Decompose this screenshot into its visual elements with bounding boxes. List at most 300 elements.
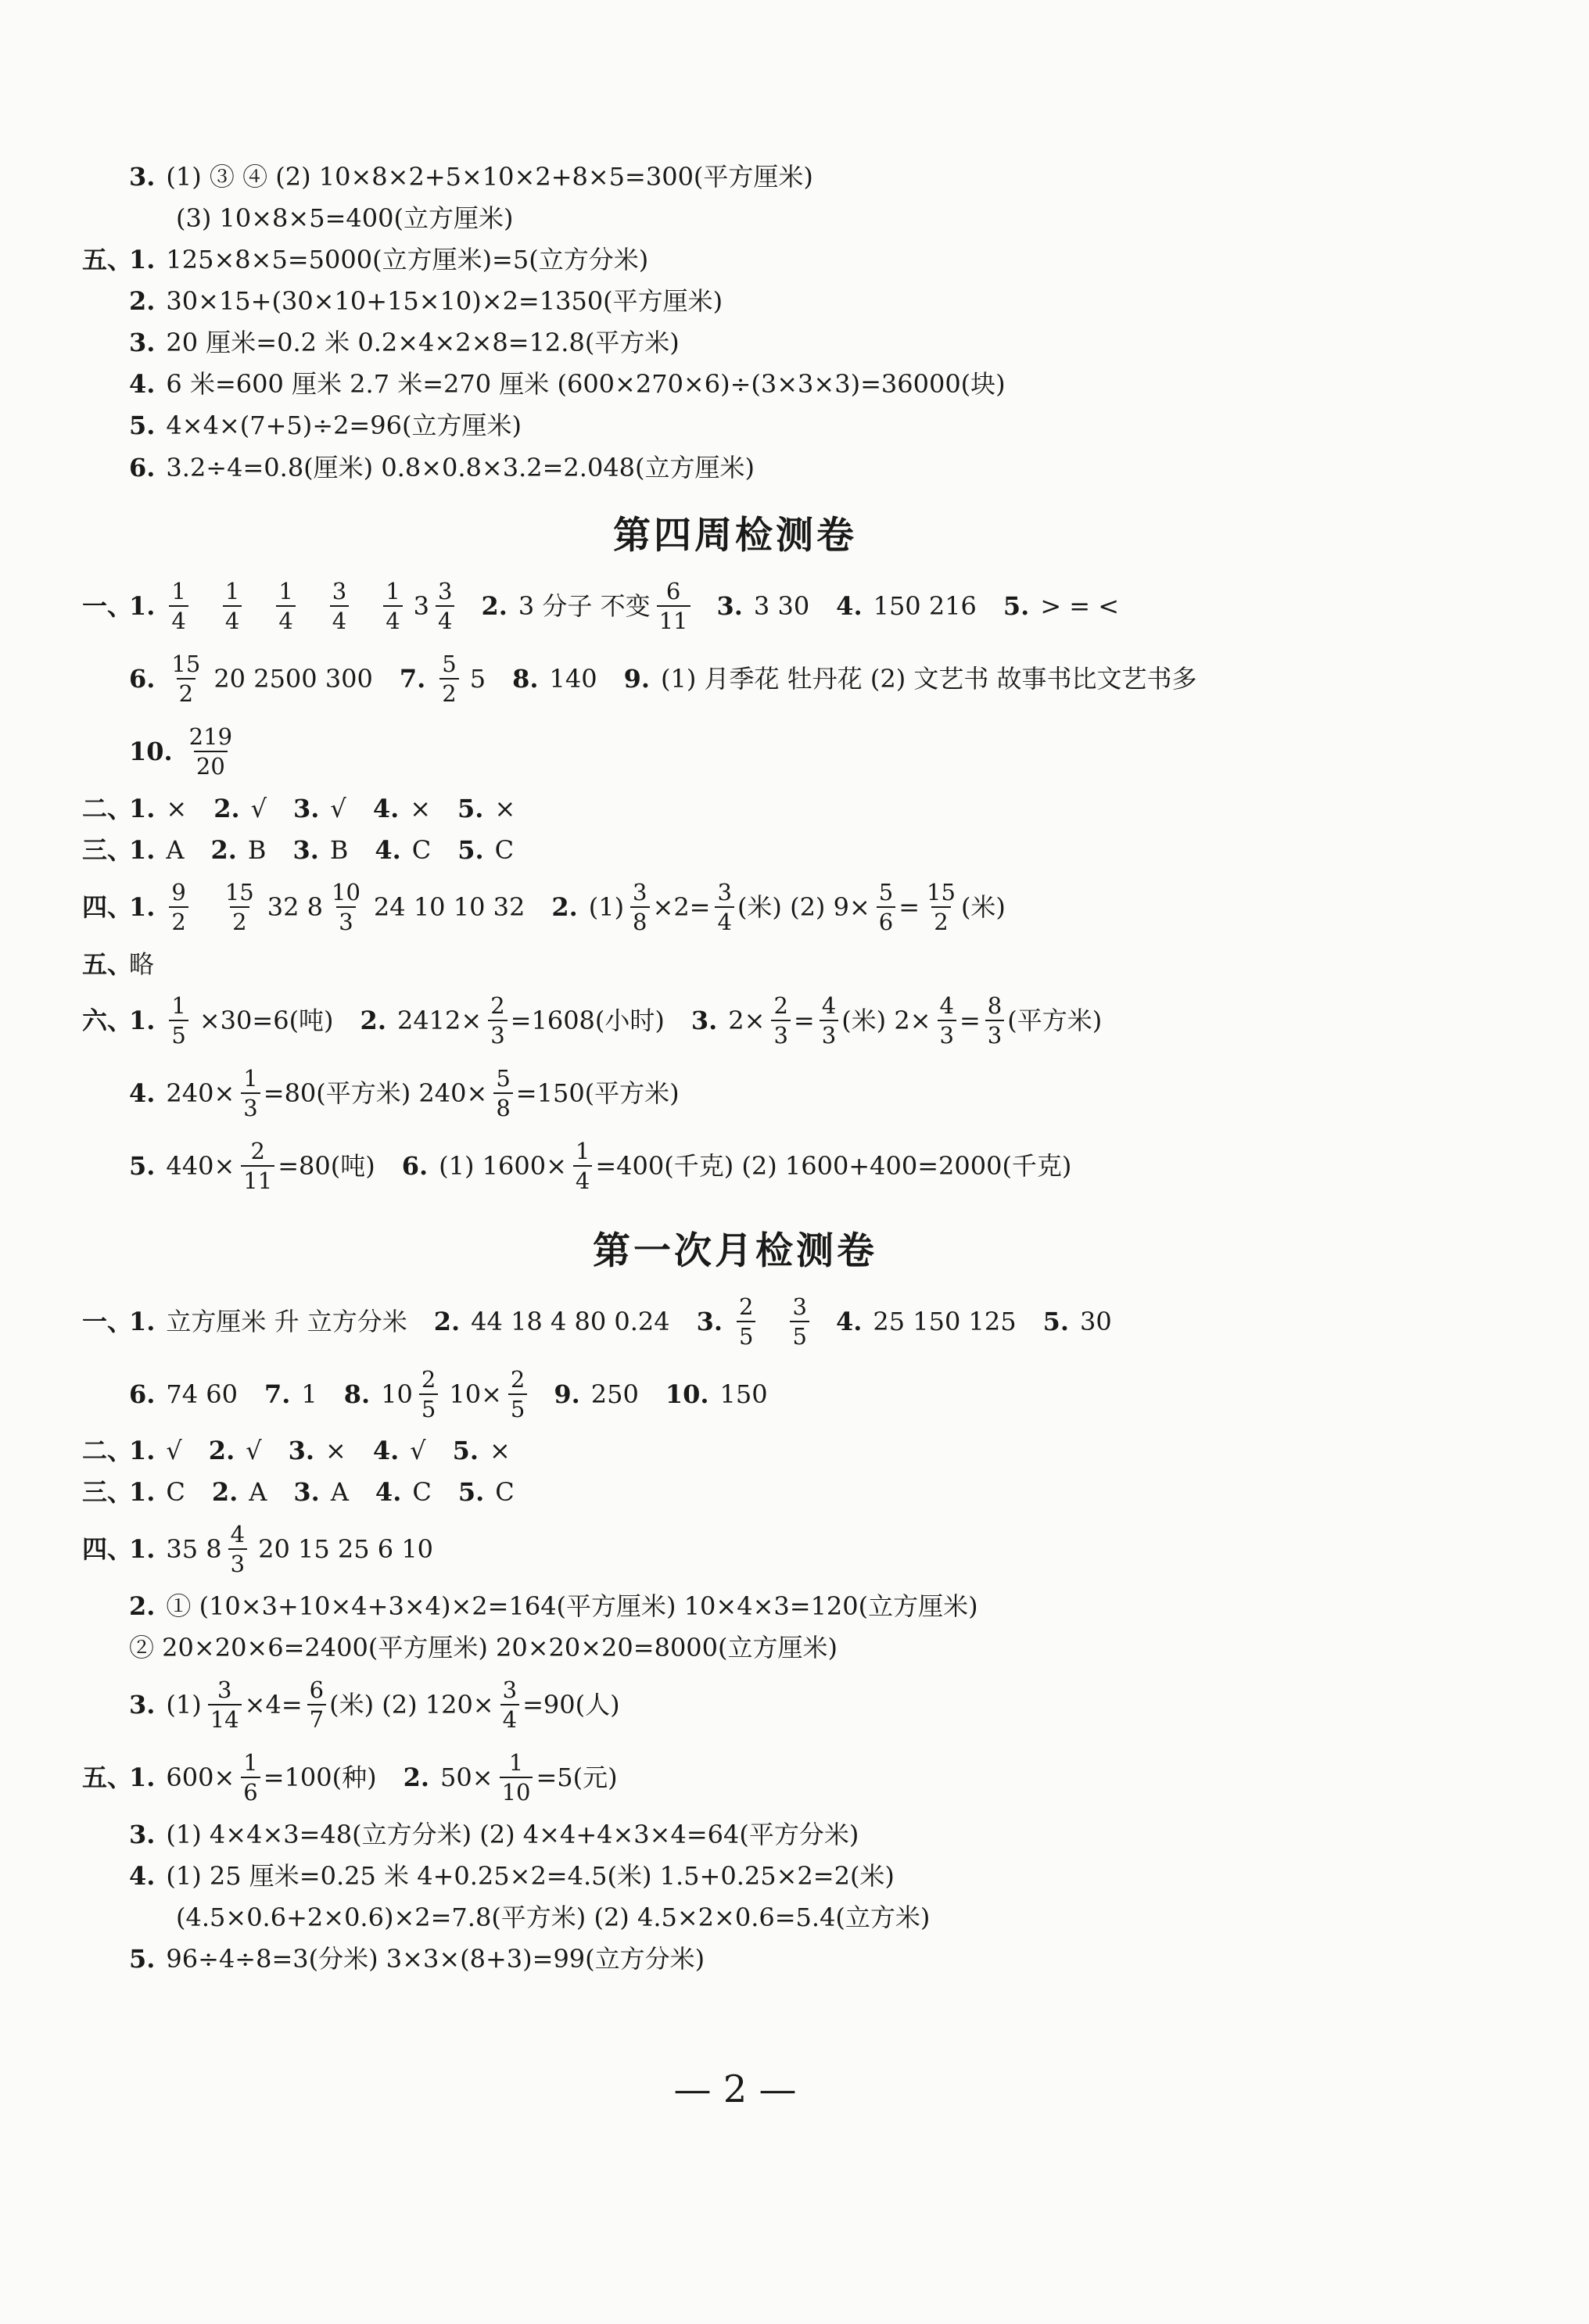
answer-text: (1)	[166, 1690, 202, 1720]
answer-text: > = <	[1040, 591, 1120, 621]
answer-text: 150	[719, 1379, 768, 1409]
fraction-numerator: 1	[508, 1748, 524, 1776]
question-number: 4.	[835, 1307, 863, 1336]
fraction-numerator: 3	[332, 577, 347, 604]
answer-text: 10	[381, 1379, 413, 1409]
fraction	[938, 994, 956, 1048]
question-number: 5.	[452, 1436, 479, 1465]
question-number: 2.	[213, 794, 240, 823]
section-prefix: 二、	[82, 794, 133, 823]
answer-line	[129, 1632, 861, 1663]
section-prefix: 四、	[82, 892, 133, 922]
fraction	[985, 994, 1004, 1048]
answer-text: √	[410, 1436, 426, 1465]
answer-line	[129, 1943, 728, 1974]
fraction	[439, 652, 458, 706]
fraction-denominator: 2	[177, 678, 195, 705]
fraction-denominator: 6	[877, 906, 895, 934]
answer-text: 125×8×5=5000(立方厘米)=5(立方分米)	[166, 245, 649, 274]
answer-text: 20 厘米=0.2 米 0.2×4×2×8=12.8(平方米)	[166, 328, 680, 357]
fraction-numerator: 1	[224, 577, 240, 604]
question-number: 1.	[129, 1477, 156, 1507]
question-number: 3.	[129, 162, 156, 192]
fraction-numerator: 1	[278, 577, 293, 604]
question-number: 9.	[554, 1379, 580, 1409]
fraction	[500, 1748, 533, 1806]
answer-line	[129, 1860, 918, 1892]
answer-text: C	[494, 835, 515, 865]
answer-text: 略	[129, 949, 155, 979]
fraction-denominator: 5	[508, 1393, 527, 1421]
fraction-denominator: 5	[737, 1321, 755, 1348]
answer-text: 24 10 10 32	[373, 892, 525, 922]
question-number: 2.	[403, 1763, 430, 1792]
fraction-numerator: 2	[510, 1365, 525, 1393]
answer-text: =400(千克) (2) 1600+400=2000(千克)	[595, 1151, 1072, 1181]
question-number: 10.	[129, 737, 173, 766]
answer-text: 3 30	[753, 591, 810, 621]
section-heading: 第四周检测卷	[612, 513, 857, 558]
section-prefix: 六、	[82, 1006, 133, 1035]
fraction-denominator: 4	[276, 605, 295, 633]
fraction-numerator: 1	[243, 1064, 258, 1092]
answer-text: (4.5×0.6+2×0.6)×2=7.8(平方米) (2) 4.5×2×0.6=5.4(立方米)	[176, 1903, 931, 1932]
question-number: 1.	[129, 245, 156, 274]
fraction-numerator: 1	[171, 992, 186, 1019]
fraction	[330, 579, 349, 633]
fraction	[630, 880, 649, 934]
fraction	[924, 880, 958, 934]
fraction	[715, 880, 734, 934]
answer-text: 6 米=600 厘米 2.7 米=270 厘米 (600×270×6)÷(3×3×3)=36000(块)	[166, 369, 1006, 399]
fraction-denominator: 4	[223, 605, 242, 633]
fraction-denominator: 2	[439, 678, 458, 705]
question-number: 3.	[293, 1477, 320, 1507]
fraction	[500, 1678, 519, 1732]
answer-text: A	[249, 1477, 267, 1507]
answer-text: (米) (2) 120×	[329, 1690, 494, 1720]
answer-text: (1) ③ ④ (2) 10×8×2+5×10×2+8×5=300(平方厘米)	[166, 162, 813, 192]
answer-line	[82, 567, 1142, 645]
question-number: 4.	[372, 794, 400, 823]
question-number: 4.	[375, 1477, 402, 1507]
question-number: 8.	[343, 1379, 371, 1409]
question-number: 2.	[208, 1436, 235, 1465]
fraction-denominator: 3	[488, 1020, 507, 1047]
fraction-numerator: 5	[878, 878, 894, 906]
answer-text: ② 20×20×6=2400(平方厘米) 20×20×20=8000(立方厘米)	[129, 1633, 838, 1662]
fraction-denominator: 4	[436, 605, 454, 633]
question-number: 2.	[129, 1591, 156, 1621]
fraction-numerator: 4	[939, 992, 954, 1019]
question-number: 7.	[399, 664, 426, 694]
fraction-numerator: 2	[739, 1293, 754, 1320]
section-prefix: 三、	[82, 835, 133, 865]
answer-line	[82, 1476, 538, 1508]
fraction-numerator: 6	[665, 577, 681, 604]
fraction-numerator: 1	[575, 1137, 590, 1164]
question-number: 9.	[623, 664, 650, 694]
question-number: 2.	[129, 286, 156, 316]
question-number: 4.	[372, 1436, 400, 1465]
fraction-denominator: 5	[790, 1321, 809, 1348]
fraction-denominator: 5	[169, 1020, 188, 1047]
question-number: 4.	[129, 1078, 156, 1108]
answer-text: 35 8	[166, 1534, 222, 1564]
fraction	[508, 1365, 527, 1422]
answer-text: C	[411, 835, 432, 865]
question-number: 3.	[288, 1436, 314, 1465]
fraction-denominator: 3	[820, 1020, 838, 1047]
fraction-numerator: 2	[250, 1137, 265, 1164]
answer-text: C	[166, 1477, 185, 1507]
answer-line	[129, 368, 1029, 400]
fraction	[241, 1139, 274, 1193]
fraction-denominator: 4	[169, 605, 188, 633]
fraction-denominator: 4	[330, 605, 349, 633]
answer-line	[82, 1435, 534, 1466]
fraction-numerator: 5	[442, 650, 457, 677]
question-number: 1.	[129, 794, 156, 823]
fraction-denominator: 5	[419, 1393, 438, 1421]
fraction-denominator: 3	[336, 906, 355, 934]
section-heading: 第一次月检测卷	[592, 1228, 877, 1273]
fraction-numerator: 2	[490, 992, 505, 1019]
fraction-numerator: 6	[309, 1676, 325, 1703]
answer-text: A	[166, 835, 185, 865]
fraction	[877, 880, 895, 934]
fraction-numerator: 4	[230, 1520, 246, 1548]
fraction-denominator: 20	[194, 751, 228, 778]
question-number: 2.	[481, 591, 508, 621]
fraction-denominator: 10	[500, 1777, 533, 1804]
answer-text: 140	[549, 664, 597, 694]
section-prefix: 一、	[82, 1307, 133, 1336]
answer-line	[82, 793, 539, 824]
fraction-denominator: 3	[228, 1548, 247, 1576]
fraction	[820, 994, 838, 1048]
question-number: 5.	[129, 1151, 156, 1181]
question-number: 1.	[129, 591, 156, 621]
answer-line	[129, 161, 837, 192]
answer-text: A	[330, 1477, 349, 1507]
fraction-denominator: 2	[931, 906, 950, 934]
fraction	[169, 994, 188, 1048]
answer-line	[129, 1591, 1002, 1622]
fraction	[329, 880, 363, 934]
fraction-denominator: 11	[657, 605, 690, 633]
fraction-denominator: 2	[230, 906, 249, 934]
fraction-denominator: 14	[208, 1704, 242, 1731]
question-number: 3.	[129, 1820, 156, 1849]
answer-text: (1)	[588, 892, 625, 922]
answer-text: ① (10×3+10×4+3×4)×2=164(平方厘米) 10×4×3=120(立方厘米)	[166, 1591, 978, 1621]
answer-text: 2×	[728, 1006, 766, 1035]
fraction-numerator: 3	[792, 1293, 807, 1320]
answer-text: 10×	[449, 1379, 502, 1409]
fraction	[436, 579, 454, 633]
answer-line	[82, 1738, 619, 1817]
answer-text: 50×	[440, 1763, 493, 1792]
fraction	[187, 725, 235, 779]
answer-text: ×	[494, 794, 516, 823]
fraction-numerator: 9	[171, 878, 186, 906]
fraction-numerator: 3	[717, 878, 732, 906]
answer-line	[82, 868, 1007, 946]
question-number: 1.	[129, 1006, 156, 1035]
fraction	[241, 1064, 260, 1121]
answer-text: 440×	[166, 1151, 235, 1181]
section-prefix: 五、	[82, 949, 133, 979]
fraction-numerator: 3	[217, 1676, 232, 1703]
answer-text: (米) 2×	[841, 1006, 931, 1035]
fraction-numerator: 15	[224, 878, 254, 906]
answer-text: 600×	[166, 1763, 235, 1792]
question-number: 8.	[512, 664, 539, 694]
section-prefix: 五、	[82, 245, 133, 274]
answer-text: (米) (2) 9×	[737, 892, 870, 922]
fraction-denominator: 4	[573, 1165, 592, 1192]
answer-text: ×4=	[244, 1690, 303, 1720]
answer-line	[129, 1666, 622, 1744]
answer-line	[129, 452, 778, 483]
answer-text: (平方米)	[1007, 1006, 1103, 1035]
answer-line	[129, 410, 545, 441]
answer-text: 3 分子 不变	[518, 591, 651, 621]
fraction	[208, 1678, 242, 1732]
fraction	[790, 1295, 809, 1349]
question-number: 1.	[129, 892, 156, 922]
answer-line	[129, 1127, 1095, 1205]
answer-text: (1) 月季花 牡丹花 (2) 文艺书 故事书比文艺书多	[661, 664, 1197, 694]
answer-text: B	[247, 835, 267, 865]
question-number: 2.	[433, 1307, 461, 1336]
answer-text: √	[250, 794, 267, 823]
fraction-numerator: 1	[386, 577, 400, 604]
fraction-denominator: 7	[307, 1704, 326, 1731]
answer-text: 25 150 125	[873, 1307, 1017, 1336]
question-number: 5.	[457, 835, 484, 865]
fraction-numerator: 4	[821, 992, 837, 1019]
fraction-numerator: 15	[927, 878, 956, 906]
fraction-numerator: 3	[438, 577, 453, 604]
fraction-numerator: 3	[633, 878, 647, 906]
fraction-numerator: 8	[987, 992, 1003, 1019]
fraction-numerator: 3	[502, 1676, 518, 1703]
answer-text: C	[412, 1477, 432, 1507]
fraction	[169, 880, 188, 934]
answer-line	[129, 1819, 882, 1850]
fraction-numerator: 1	[243, 1748, 258, 1776]
fraction-denominator: 4	[715, 906, 734, 934]
fraction-numerator: 10	[332, 878, 360, 906]
answer-text: (1) 1600×	[439, 1151, 567, 1181]
fraction-numerator: 1	[171, 577, 186, 604]
answer-text: =80(平方米) 240×	[263, 1078, 488, 1108]
answer-text: 20 2500 300	[213, 664, 373, 694]
question-number: 5.	[1003, 591, 1030, 621]
fraction-denominator: 6	[241, 1777, 260, 1804]
question-number: 4.	[129, 1861, 156, 1891]
fraction	[419, 1365, 438, 1422]
answer-text: 74 60	[166, 1379, 239, 1409]
answer-text: √	[166, 1436, 182, 1465]
answer-text: ×	[325, 1436, 346, 1465]
answer-line	[129, 1054, 681, 1132]
question-number: 6.	[129, 664, 156, 694]
question-number: 3.	[292, 835, 319, 865]
answer-text: =	[899, 892, 920, 922]
section-prefix: 三、	[82, 1477, 133, 1507]
answer-text: 32 8	[267, 892, 324, 922]
section-prefix: 四、	[82, 1534, 133, 1564]
fraction	[573, 1139, 592, 1193]
answer-text: 250	[590, 1379, 639, 1409]
answer-line	[176, 203, 536, 234]
fraction	[241, 1748, 260, 1806]
question-number: 4.	[836, 591, 863, 621]
page-number: — 2 —	[673, 2068, 797, 2111]
question-number: 7.	[264, 1379, 291, 1409]
answer-line	[176, 1902, 953, 1933]
question-number: 10.	[665, 1379, 709, 1409]
answer-text: 20 15 25 6 10	[258, 1534, 434, 1564]
question-number: 3.	[293, 794, 320, 823]
answer-text: 2412×	[396, 1006, 482, 1035]
fraction-denominator: 4	[500, 1704, 519, 1731]
question-number: 1.	[129, 1307, 156, 1336]
question-number: 2.	[211, 1477, 239, 1507]
fraction	[383, 579, 402, 633]
answer-text: =150(平方米)	[515, 1078, 680, 1108]
answer-text: 立方厘米 升 立方分米	[166, 1307, 407, 1336]
fraction-denominator: 4	[383, 605, 402, 633]
answer-text: 150 216	[873, 591, 977, 621]
fraction-numerator: 5	[496, 1064, 511, 1092]
fraction	[169, 579, 188, 633]
answer-text: 3.2÷4=0.8(厘米) 0.8×0.8×3.2=2.048(立方厘米)	[166, 453, 755, 482]
answer-line	[129, 712, 246, 791]
answer-text: C	[495, 1477, 515, 1507]
answer-text: (米)	[960, 892, 1006, 922]
answer-text: ×30=6(吨)	[199, 1006, 334, 1035]
answer-text: 30	[1079, 1307, 1112, 1336]
answer-text: 240×	[166, 1078, 235, 1108]
question-number: 1.	[129, 835, 156, 865]
fraction	[228, 1522, 247, 1576]
fraction	[493, 1064, 512, 1121]
question-number: 1.	[129, 1763, 156, 1792]
answer-text: ×	[410, 794, 432, 823]
answer-text: ×	[490, 1436, 511, 1465]
fraction-denominator: 11	[241, 1165, 274, 1192]
fraction-denominator: 3	[241, 1092, 260, 1120]
fraction	[223, 880, 256, 934]
question-number: 5.	[457, 1477, 485, 1507]
question-number: 2.	[360, 1006, 386, 1035]
fraction	[657, 579, 690, 633]
fraction	[276, 579, 295, 633]
fraction-numerator: 15	[171, 650, 201, 677]
question-number: 4.	[129, 369, 156, 399]
fraction-denominator: 2	[169, 906, 188, 934]
question-number: 3.	[696, 1307, 723, 1336]
answer-line	[82, 1282, 1135, 1361]
answer-line	[129, 1355, 791, 1433]
fraction	[488, 994, 507, 1048]
question-number: 5.	[457, 794, 484, 823]
answer-text: =	[959, 1006, 981, 1035]
answer-line	[82, 1510, 457, 1588]
answer-line	[129, 640, 1221, 718]
question-number: 2.	[210, 835, 237, 865]
question-number: 1.	[129, 1534, 156, 1564]
fraction-denominator: 3	[985, 1020, 1004, 1047]
answer-line	[82, 981, 1103, 1060]
answer-text: 4×4×(7+5)÷2=96(立方厘米)	[166, 411, 522, 440]
answer-text: =100(种)	[263, 1763, 377, 1792]
answer-text: =80(吨)	[278, 1151, 375, 1181]
answer-line	[82, 949, 178, 980]
question-number: 6.	[129, 1379, 156, 1409]
question-number: 3.	[129, 1690, 156, 1720]
answer-line	[129, 285, 746, 317]
fraction-denominator: 3	[938, 1020, 956, 1047]
answer-line	[82, 244, 672, 275]
fraction	[737, 1295, 755, 1349]
answer-text: ×	[166, 794, 188, 823]
fraction-denominator: 8	[493, 1092, 512, 1120]
answer-text: ×2=	[652, 892, 711, 922]
question-number: 6.	[401, 1151, 429, 1181]
answer-text: √	[246, 1436, 262, 1465]
question-number: 5.	[129, 411, 156, 440]
answer-text: (3) 10×8×5=400(立方厘米)	[176, 203, 514, 233]
fraction	[223, 579, 242, 633]
question-number: 1.	[129, 1436, 156, 1465]
section-prefix: 二、	[82, 1436, 133, 1465]
section-prefix: 五、	[82, 1763, 133, 1792]
answer-text: =	[793, 1006, 815, 1035]
answer-text: 1	[301, 1379, 317, 1409]
answer-text: =90(人)	[522, 1690, 620, 1720]
answer-text: =5(元)	[536, 1763, 618, 1792]
answer-text: 44 18 4 80 0.24	[471, 1307, 670, 1336]
question-number: 2.	[551, 892, 578, 922]
fraction-numerator: 219	[188, 723, 233, 750]
answer-text: 30×15+(30×10+15×10)×2=1350(平方厘米)	[166, 286, 723, 316]
answer-line	[82, 834, 537, 866]
answer-text: (1) 4×4×3=48(立方分米) (2) 4×4+4×3×4=64(平方分米)	[166, 1820, 859, 1849]
answer-text: B	[329, 835, 349, 865]
question-number: 3.	[716, 591, 743, 621]
question-number: 3.	[129, 328, 156, 357]
answer-text: =1608(小时)	[510, 1006, 665, 1035]
fraction	[771, 994, 790, 1048]
answer-text: (1) 25 厘米=0.25 米 4+0.25×2=4.5(米) 1.5+0.25×2=2(米)	[166, 1861, 895, 1891]
fraction-denominator: 8	[630, 906, 649, 934]
question-number: 5.	[129, 1944, 156, 1974]
answer-text: √	[330, 794, 346, 823]
question-number: 5.	[1042, 1307, 1069, 1336]
fraction-numerator: 2	[421, 1365, 436, 1393]
answer-text: 5	[469, 664, 486, 694]
section-prefix: 一、	[82, 591, 133, 621]
answer-line	[129, 327, 703, 358]
fraction-numerator: 2	[773, 992, 788, 1019]
fraction-denominator: 3	[771, 1020, 790, 1047]
question-number: 3.	[690, 1006, 718, 1035]
